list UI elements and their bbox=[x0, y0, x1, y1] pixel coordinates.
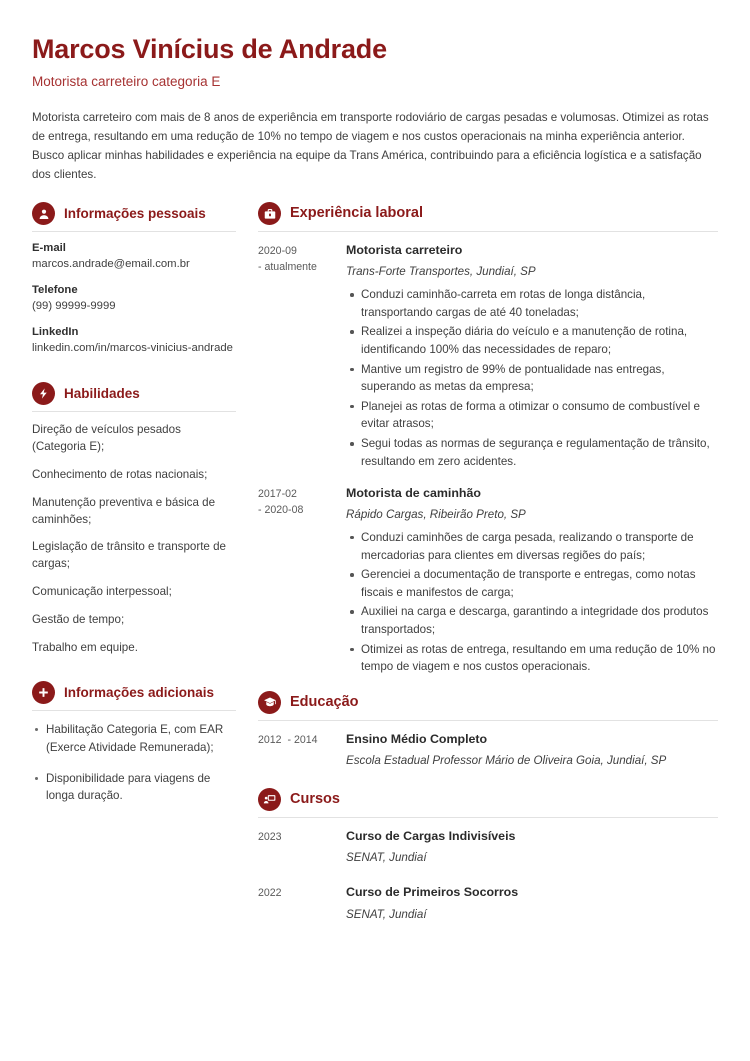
section-title-education: Educação bbox=[290, 693, 359, 710]
course-name: Curso de Primeiros Socorros bbox=[346, 885, 519, 900]
job-bullet-list bbox=[346, 286, 718, 470]
section-header-skills bbox=[32, 382, 236, 411]
date-end: - 2020-08 bbox=[258, 503, 304, 516]
job-role: Motorista carreteiro bbox=[346, 243, 463, 258]
entry-date: 2022 bbox=[258, 887, 282, 900]
course-name: Curso de Cargas Indivisíveis bbox=[346, 828, 516, 843]
entry-body bbox=[346, 485, 718, 678]
course-entry bbox=[258, 828, 718, 872]
list-item: Realizei a inspeção diária do veículo e a manutenção de rotina, identificando 100% das necessidades de reparo; bbox=[361, 323, 718, 358]
section-courses bbox=[258, 788, 718, 929]
contact-value-email[interactable]: marcos.andrade@email.com.br bbox=[32, 258, 190, 271]
section-additional-info bbox=[32, 681, 236, 804]
section-divider bbox=[32, 710, 236, 711]
list-item: Auxiliei na carga e descarga, garantindo a integridade dos produtos transportados; bbox=[361, 603, 718, 638]
contact-label: Telefone bbox=[32, 284, 78, 297]
entry-date-range bbox=[258, 485, 346, 518]
section-header-courses bbox=[258, 788, 718, 817]
job-bullet-list bbox=[346, 529, 718, 676]
section-header-education bbox=[258, 691, 718, 720]
course-provider: SENAT, Jundiaí bbox=[346, 907, 427, 921]
entry-body bbox=[346, 884, 718, 928]
date-end: - atualmente bbox=[258, 260, 317, 273]
graduation-cap-icon bbox=[258, 691, 281, 714]
section-header-additional-info bbox=[32, 681, 236, 710]
section-title-experience: Experiência laboral bbox=[290, 205, 423, 222]
date-start: 2012 bbox=[258, 733, 282, 746]
degree-title: Ensino Médio Completo bbox=[346, 731, 488, 746]
entry-body bbox=[346, 731, 718, 775]
section-divider bbox=[258, 817, 718, 818]
two-column-layout bbox=[32, 202, 718, 941]
lightning-bolt-icon bbox=[32, 382, 55, 405]
plus-icon bbox=[32, 681, 55, 704]
additional-info-list bbox=[32, 721, 236, 804]
date-end: - 2014 bbox=[287, 733, 318, 746]
section-title-skills: Habilidades bbox=[64, 386, 140, 402]
list-item: Otimizei as rotas de entrega, resultando em uma redução de 10% no tempo de viagem e nos custos operacionais. bbox=[361, 641, 718, 676]
presentation-icon bbox=[258, 788, 281, 811]
skill-item: Manutenção preventiva e básica de caminhões; bbox=[32, 495, 216, 526]
date-start: 2020-09 bbox=[258, 245, 297, 258]
contact-label: E-mail bbox=[32, 242, 66, 255]
section-title-additional-info: Informações adicionais bbox=[64, 685, 215, 701]
professional-summary: Motorista carreteiro com mais de 8 anos de experiência em transporte rodoviário de cargas pesadas e volumosas. Otimizei as rotas de entrega, resultando em uma redução de 10% no tempo de viagem e nos custos operacionais na minha experiência anterior. Busco aplicar minhas habilidades e experiência na equipe da Trans América, contribuindo para a eficiência logística e a satisfação dos clientes. bbox=[32, 111, 709, 181]
section-divider bbox=[258, 720, 718, 721]
briefcase-icon bbox=[258, 202, 281, 225]
section-divider bbox=[32, 231, 236, 232]
section-header-experience bbox=[258, 202, 718, 231]
date-start: 2017-02 bbox=[258, 488, 297, 501]
person-icon bbox=[32, 202, 55, 225]
main-column bbox=[244, 202, 718, 941]
job-company: Rápido Cargas, Ribeirão Preto, SP bbox=[346, 508, 526, 522]
section-title-courses: Cursos bbox=[290, 790, 340, 807]
sidebar-column bbox=[32, 202, 244, 818]
job-company: Trans-Forte Transportes, Jundiaí, SP bbox=[346, 265, 536, 279]
skill-item: Conhecimento de rotas nacionais; bbox=[32, 468, 208, 482]
spacer bbox=[32, 667, 236, 681]
experience-entry bbox=[258, 242, 718, 472]
list-item: Habilitação Categoria E, com EAR (Exerce Atividade Remunerada); bbox=[46, 721, 236, 756]
list-item: Conduzi caminhões de carga pesada, realizando o transporte de mercadorias para clientes em diversas regiões do país; bbox=[361, 529, 718, 564]
page-title: Marcos Vinícius de Andrade bbox=[32, 34, 387, 64]
skill-item: Direção de veículos pesados (Categoria E); bbox=[32, 423, 181, 454]
job-role: Motorista de caminhão bbox=[346, 486, 481, 501]
skill-item: Legislação de trânsito e transporte de cargas; bbox=[32, 540, 226, 571]
section-education bbox=[258, 691, 718, 775]
course-entry bbox=[258, 884, 718, 928]
experience-entry bbox=[258, 485, 718, 678]
entry-date-range bbox=[258, 242, 346, 275]
list-item: Planejei as rotas de forma a otimizar o consumo de combustível e evitar atrasos; bbox=[361, 398, 718, 433]
job-title: Motorista carreteiro categoria E bbox=[32, 74, 221, 90]
skill-item: Trabalho em equipe. bbox=[32, 640, 138, 654]
list-item: Gerenciei a documentação de transporte e entregas, como notas fiscais e manifestos de carga; bbox=[361, 566, 718, 601]
section-personal-info bbox=[32, 202, 236, 356]
section-title-personal-info: Informações pessoais bbox=[64, 206, 206, 222]
entry-body bbox=[346, 828, 718, 872]
list-item: Segui todas as normas de segurança e regulamentação de trânsito, resultando em zero acidentes. bbox=[361, 435, 718, 470]
contact-field-phone bbox=[32, 284, 236, 314]
section-divider bbox=[32, 411, 236, 412]
list-item: Disponibilidade para viagens de longa duração. bbox=[46, 770, 236, 805]
contact-value-phone[interactable]: (99) 99999-9999 bbox=[32, 300, 116, 313]
school-name: Escola Estadual Professor Mário de Oliveira Goia, Jundiaí, SP bbox=[346, 753, 667, 767]
section-skills bbox=[32, 382, 236, 656]
spacer bbox=[32, 368, 236, 382]
entry-date: 2023 bbox=[258, 830, 282, 843]
list-item: Mantive um registro de 99% de pontualidade nas entregas, superando as metas da empresa; bbox=[361, 361, 718, 396]
contact-value-linkedin[interactable]: linkedin.com/in/marcos-vinicius-andrade bbox=[32, 342, 233, 355]
skill-item: Gestão de tempo; bbox=[32, 612, 125, 626]
contact-label: LinkedIn bbox=[32, 326, 79, 339]
section-divider bbox=[258, 231, 718, 232]
section-header-personal-info bbox=[32, 202, 236, 231]
list-item: Conduzi caminhão-carreta em rotas de longa distância, transportando cargas de até 40 toneladas; bbox=[361, 286, 718, 321]
contact-field-linkedin bbox=[32, 326, 236, 356]
entry-date-range bbox=[258, 731, 346, 748]
education-entry bbox=[258, 731, 718, 775]
section-experience bbox=[258, 202, 718, 678]
course-provider: SENAT, Jundiaí bbox=[346, 850, 427, 864]
entry-body bbox=[346, 242, 718, 472]
contact-field-email bbox=[32, 242, 236, 272]
skill-item: Comunicação interpessoal; bbox=[32, 585, 172, 599]
